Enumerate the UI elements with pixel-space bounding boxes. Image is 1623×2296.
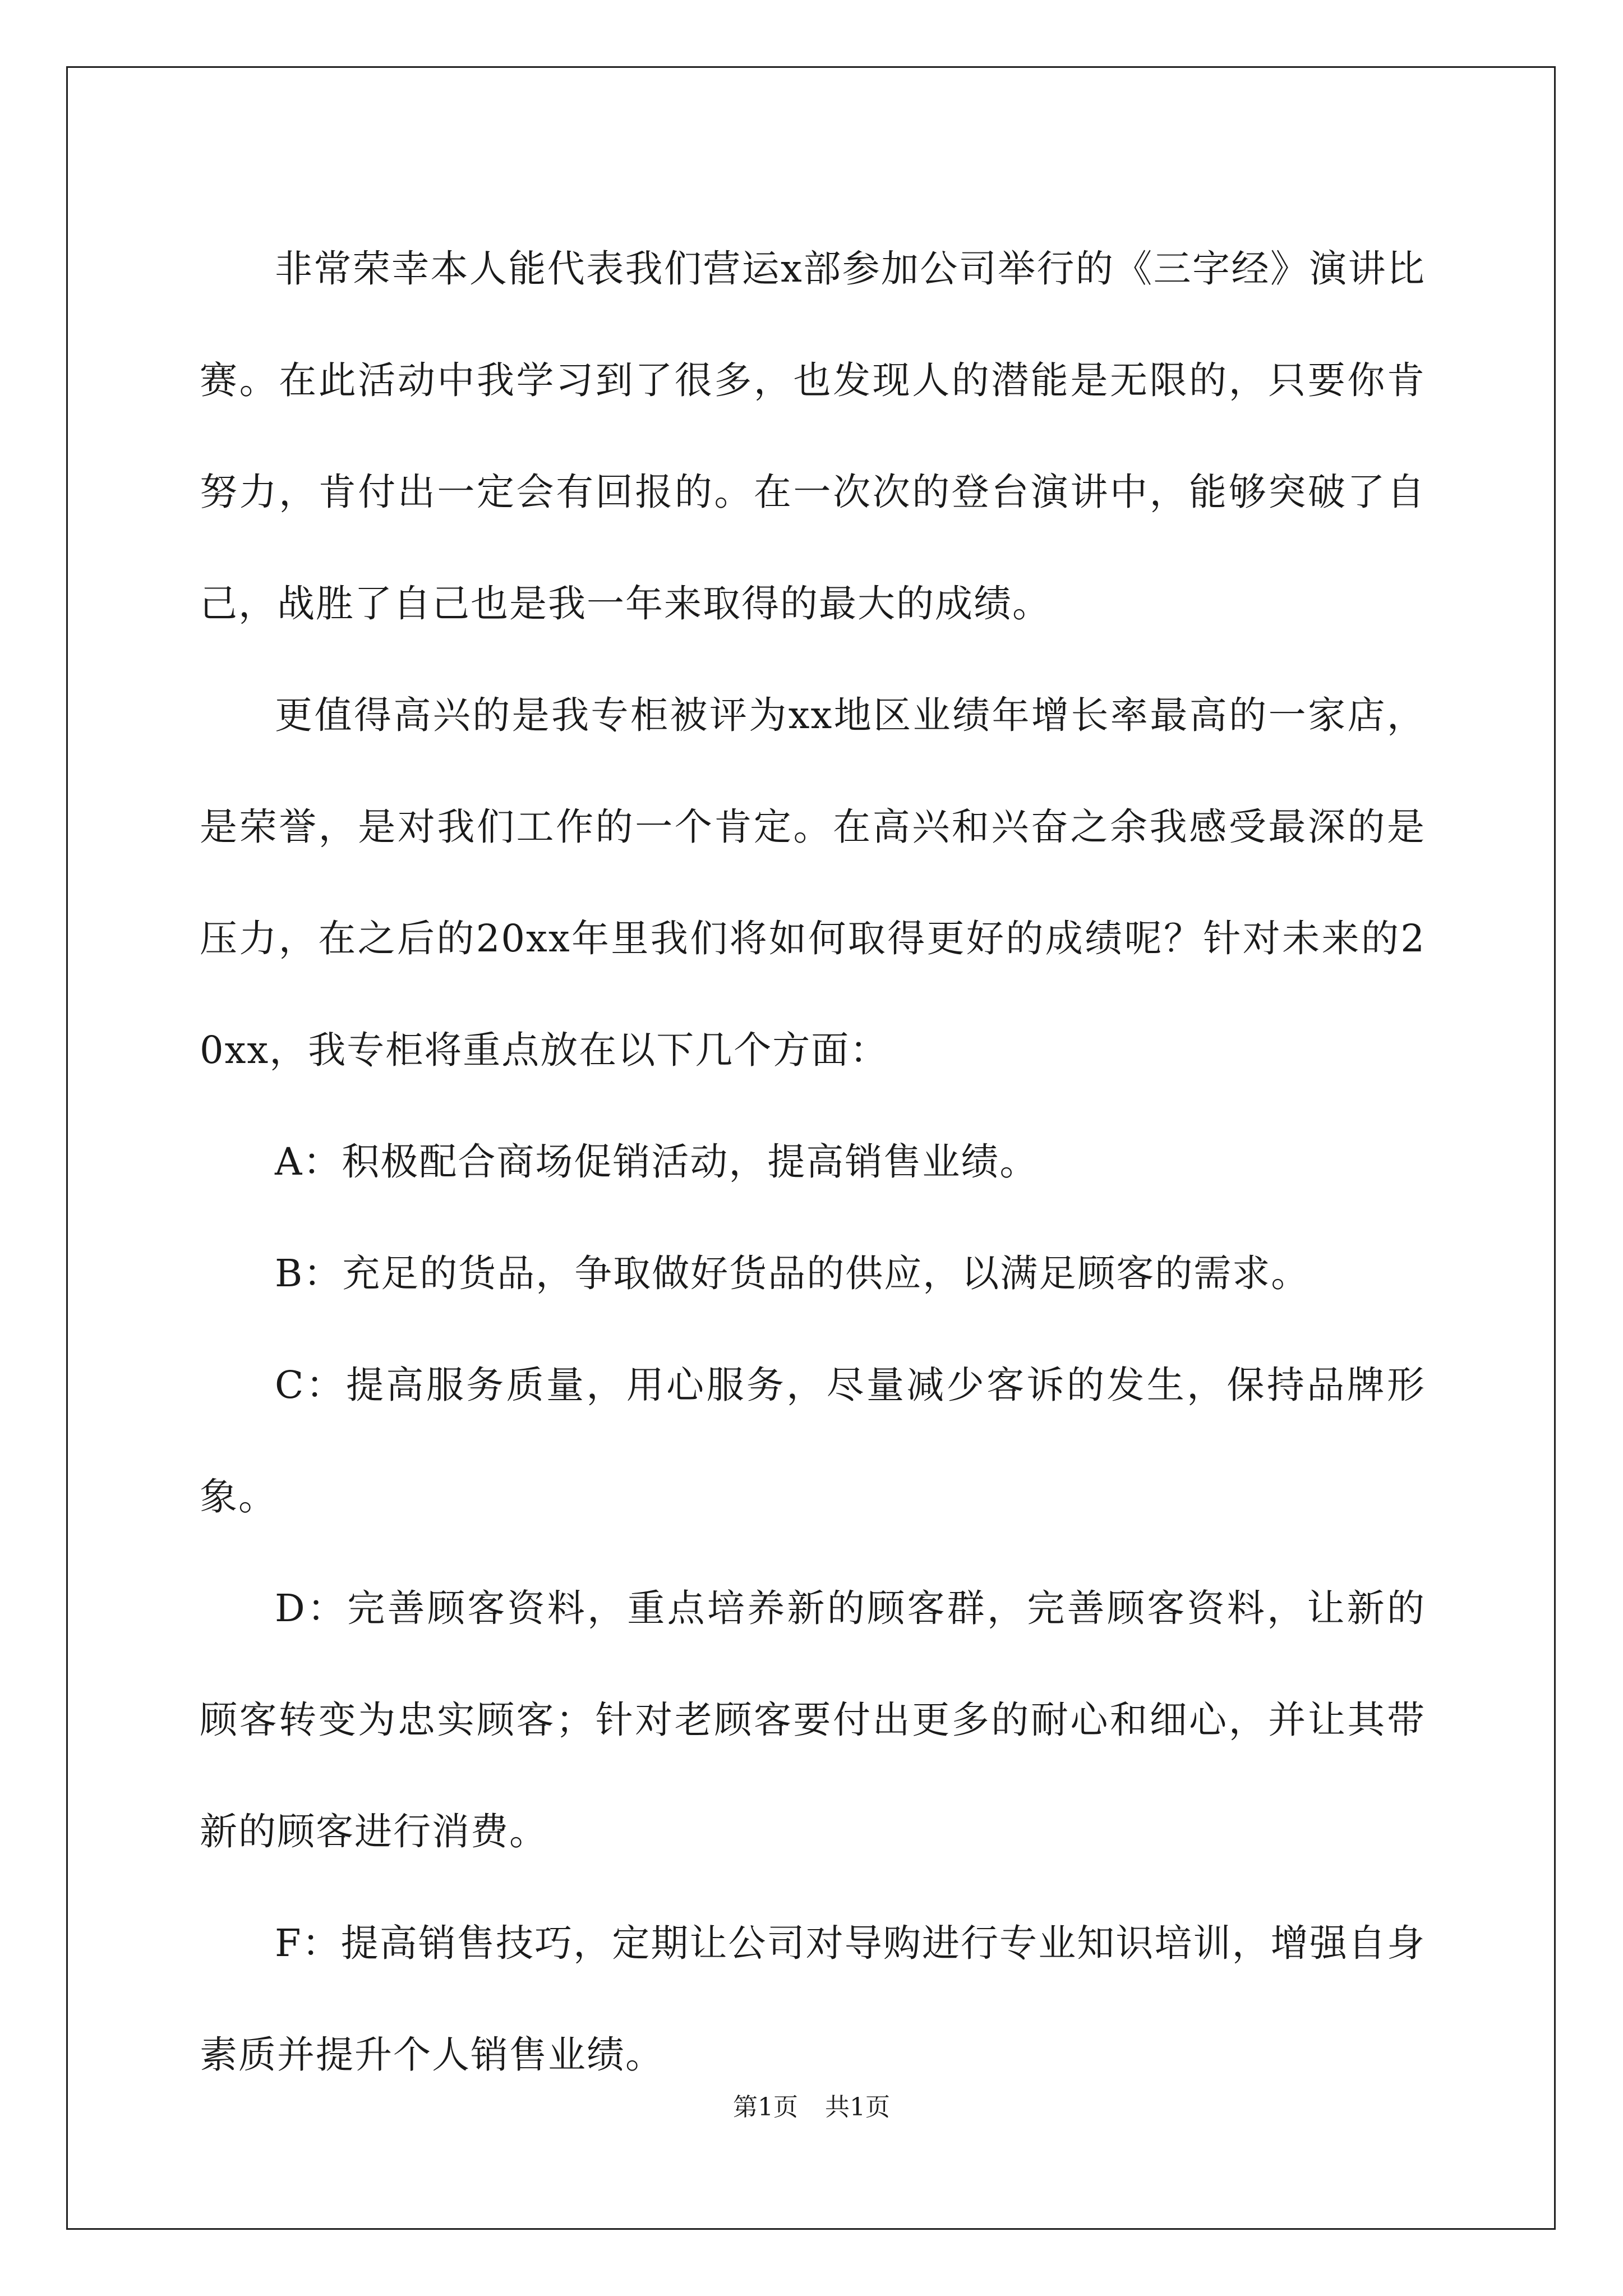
paragraph-item-d: D：完善顾客资料，重点培养新的顾客群，完善顾客资料，让新的顾客转变为忠实顾客；针对老顾客要付出更多的耐心和细心，并让其带新的顾客进行消费。 (200, 1586, 1426, 1853)
page-number-current: 第1页 (733, 2093, 798, 2122)
paragraph-achievement: 更值得高兴的是我专柜被评为xx地区业绩年增长率最高的一家店，是荣誉，是对我们工作的一个肯定。在高兴和兴奋之余我感受最深的是压力，在之后的20xx年里我们将如何取得更好的成绩呢？针对未来的20xx，我专柜将重点放在以下几个方面： (200, 693, 1426, 1072)
paragraph-item-c: C：提高服务质量，用心服务，尽量减少客诉的发生，保持品牌形象。 (200, 1363, 1426, 1519)
paragraph-item-f: F：提高销售技巧，定期让公司对导购进行专业知识培训，增强自身素质并提升个人销售业绩。 (200, 1921, 1426, 2077)
document-body (200, 213, 1426, 2111)
paragraph-item-b: B：充足的货品，争取做好货品的供应，以满足顾客的需求。 (275, 1251, 1310, 1295)
page-footer (0, 2091, 1623, 2124)
paragraph-intro: 非常荣幸本人能代表我们营运x部参加公司举行的《三字经》演讲比赛。在此活动中我学习到了很多，也发现人的潜能是无限的，只要你肯努力，肯付出一定会有回报的。在一次次的登台演讲中，能够突破了自己，战胜了自己也是我一年来取得的最大的成绩。 (200, 247, 1426, 625)
page-number-total: 共1页 (825, 2093, 890, 2122)
paragraph-item-a: A：积极配合商场促销活动，提高销售业绩。 (275, 1140, 1039, 1184)
